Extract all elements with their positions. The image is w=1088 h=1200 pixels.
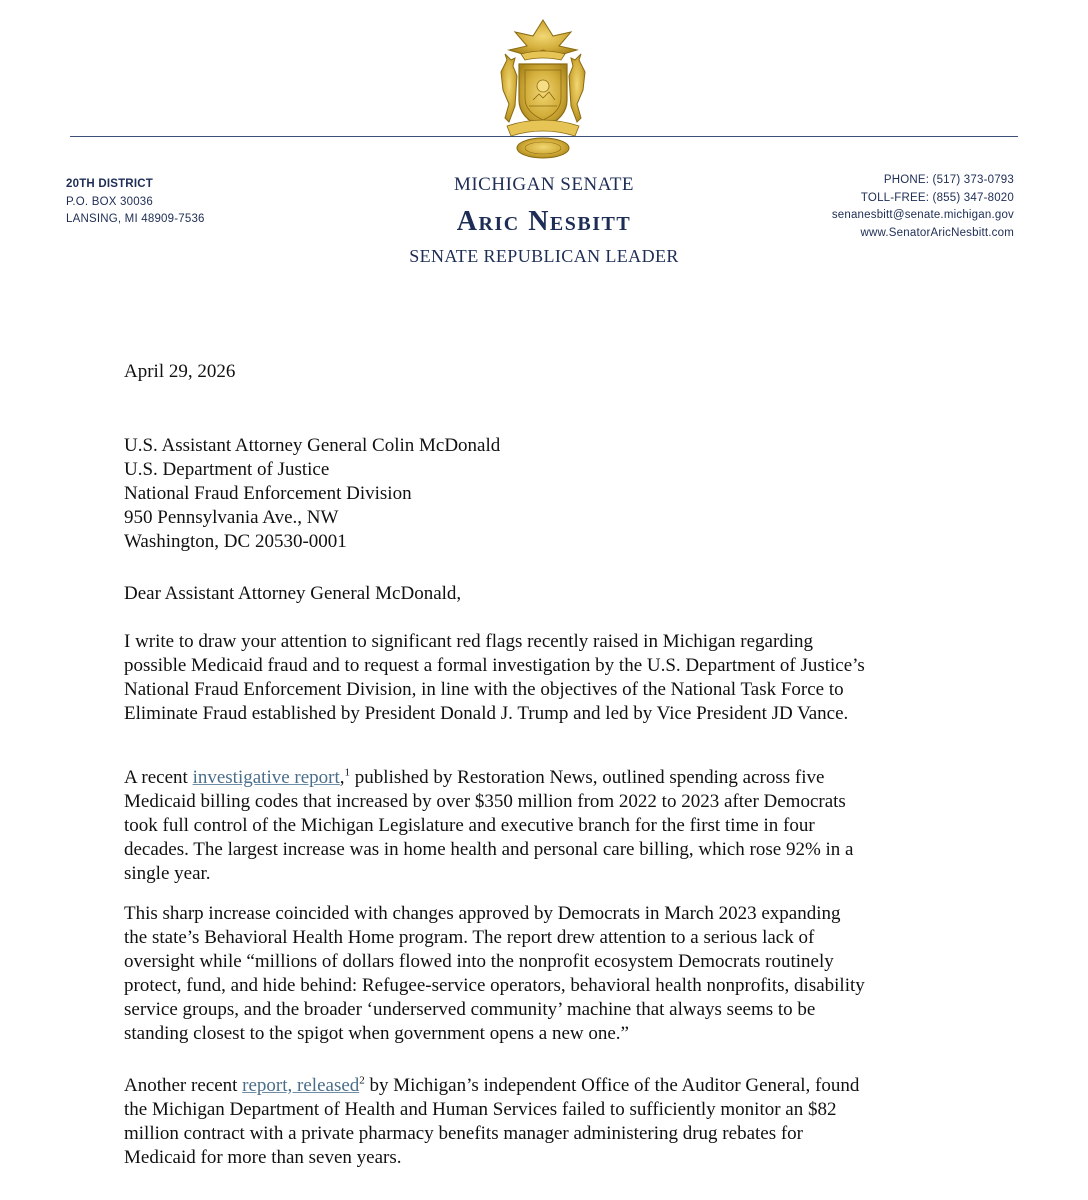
toll-free-phone: TOLL-FREE: (855) 347-8020	[860, 191, 1014, 204]
salutation: Dear Assistant Attorney General McDonald,	[124, 583, 462, 604]
letterhead-rule	[70, 136, 1018, 137]
website: www.SenatorAricNesbitt.com	[860, 226, 1014, 239]
michigan-seal-icon	[487, 14, 599, 162]
paragraph-line: possible Medicaid fraud and to request a formal investigation by the U.S. Department of Justice’s	[124, 655, 865, 676]
paragraph-line	[124, 766, 984, 790]
paragraph-line: million contract with a private pharmacy benefits manager administering drug rebates for	[124, 1123, 804, 1144]
senator-role: SENATE REPUBLICAN LEADER	[409, 246, 679, 266]
text-segment: Another recent	[124, 1075, 243, 1096]
po-box: P.O. BOX 30036	[66, 195, 153, 208]
footnote-2-ref: 2	[359, 1074, 365, 1087]
district-label: 20TH DISTRICT	[66, 178, 153, 190]
recipient-address	[124, 434, 984, 554]
paragraph-line: protect, fund, and hide behind: Refugee-service operators, behavioral health nonprofits, disability	[124, 975, 865, 996]
paragraph-2	[124, 766, 984, 886]
paragraph-line	[124, 1074, 984, 1098]
letterhead-title-block	[344, 174, 744, 267]
paragraph-line: took full control of the Michigan Legislature and executive branch for the first time in four	[124, 815, 815, 836]
district-address-block	[66, 176, 205, 229]
address-line: 950 Pennsylvania Ave., NW	[124, 507, 339, 528]
senator-name: Aric Nesbitt	[456, 206, 632, 237]
paragraph-3	[124, 902, 984, 1046]
footnote-1-ref: 1	[344, 766, 351, 779]
paragraph-line: Medicaid billing codes that increased by over $350 million from 2022 to 2023 after Democrats	[124, 791, 846, 812]
paragraph-1	[124, 630, 984, 726]
paragraph-line: Eliminate Fraud established by President Donald J. Trump and led by Vice President JD Vance.	[124, 703, 849, 724]
paragraph-line: National Fraud Enforcement Division, in line with the objectives of the National Task Force to	[124, 679, 844, 700]
paragraph-line: This sharp increase coincided with changes approved by Democrats in March 2023 expanding	[124, 903, 841, 924]
paragraph-4	[124, 1074, 984, 1170]
text-segment: by Michigan’s independent Office of the Auditor General, found	[364, 1075, 860, 1096]
letter-date: April 29, 2026	[124, 361, 236, 382]
paragraph-line: oversight while “millions of dollars flowed into the nonprofit ecosystem Democrats routinely	[124, 951, 834, 972]
city-zip: LANSING, MI 48909-7536	[66, 213, 205, 225]
paragraph-line: the Michigan Department of Health and Human Services failed to sufficiently monitor an $82	[124, 1099, 837, 1120]
email-address: senanesbitt@senate.michigan.gov	[831, 209, 1014, 221]
paragraph-line: the state’s Behavioral Health Home program. The report drew attention to a serious lack of	[124, 927, 815, 948]
text-segment: published by Restoration News, outlined spending across five	[350, 767, 825, 788]
paragraph-line: I write to draw your attention to significant red flags recently raised in Michigan regarding	[124, 631, 814, 652]
address-line: U.S. Assistant Attorney General Colin McDonald	[124, 435, 501, 456]
paragraph-line: service groups, and the broader ‘underserved community’ machine that always seems to be	[124, 999, 816, 1020]
address-line: National Fraud Enforcement Division	[124, 483, 412, 504]
paragraph-line: single year.	[124, 863, 211, 884]
paragraph-line: Medicaid for more than seven years.	[124, 1147, 402, 1168]
paragraph-line: standing closest to the spigot when government opens a new one.”	[124, 1023, 629, 1044]
senate-label: MICHIGAN SENATE	[453, 174, 635, 195]
address-line: Washington, DC 20530-0001	[124, 531, 347, 552]
paragraph-line: decades. The largest increase was in home health and personal care billing, which rose 92% in a	[124, 839, 854, 860]
auditor-report-link[interactable]: report, released	[242, 1075, 360, 1096]
investigative-report-link[interactable]: investigative report	[192, 767, 340, 788]
contact-info-block	[832, 172, 1014, 242]
text-segment: ,	[339, 767, 345, 788]
text-segment: A recent	[124, 767, 193, 788]
phone: PHONE: (517) 373-0793	[883, 174, 1014, 186]
address-line: U.S. Department of Justice	[124, 459, 330, 480]
